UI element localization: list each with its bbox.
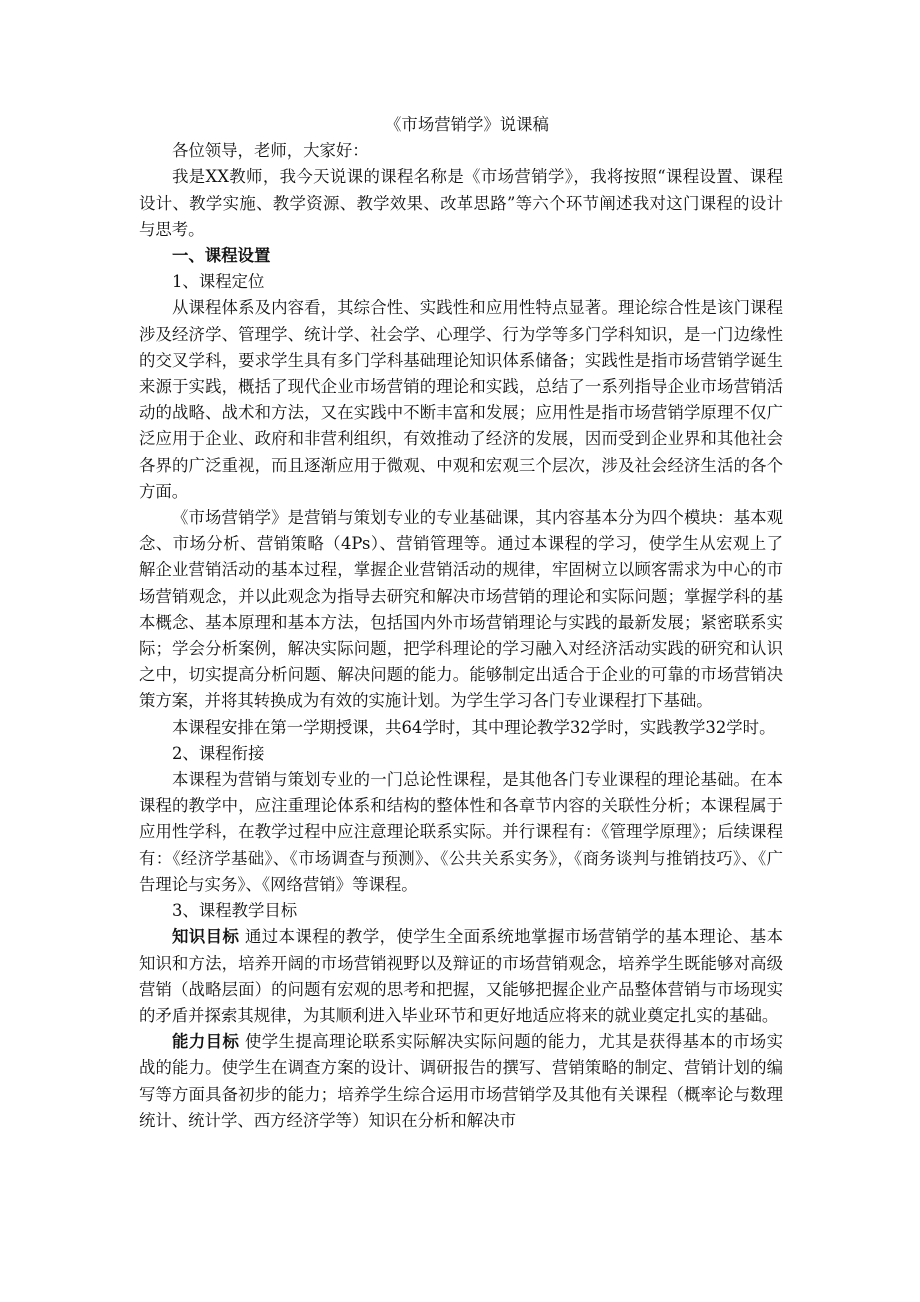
subheading-course-positioning: 1、课程定位 (172, 272, 265, 292)
ability-goal-label: 能力目标 (172, 1032, 240, 1052)
subheading-course-connection: 2、课程衔接 (172, 743, 265, 763)
knowledge-goal-text: 通过本课程的教学，使学生全面系统地掌握市场营销学的基本理论、基本知识和方法，培养开阔的市场营销视野以及辩证的市场营销观念，培养学生既能够对高级营销（战略层面）的问题有宏观的思考和把握，又能够把握企业产品整体营销与市场现实的矛盾并探索其规律，为其顺利进入毕业环节和更好地适应将来的就业奠定扎实的基础。 (139, 927, 783, 1025)
paragraph-connection: 本课程为营销与策划专业的一门总论性课程，是其他各门专业课程的理论基础。在本课程的教学中，应注重理论体系和结构的整体性和各章节内容的关联性分析；本课程属于应用性学科，在教学过程中应注意理论联系实际。并行课程有：《管理学原理》；后续课程有：《经济学基础》、《市场调查与预测》、《公共关系实务》，《商务谈判与推销技巧》、《广告理论与实务》、《网络营销》等课程。 (139, 770, 783, 894)
section-heading-course-setup: 一、课程设置 (172, 246, 271, 266)
paragraph-positioning-2: 《市场营销学》是营销与策划专业的专业基础课，其内容基本分为四个模块：基本观念、市场分析、营销策略（4Ps）、营销管理等。通过本课程的学习，使学生从宏观上了解企业营销活动的基本过程，掌握企业营销活动的规律，牢固树立以顾客需求为中心的市场营销观念，并以此观念为指导去研究和解决市场营销的理论和实际问题；掌握学科的基本概念、基本原理和基本方法，包括国内外市场营销理论与实践的最新发展；紧密联系实际；学会分析案例，解决实际问题，把学科理论的学习融入对经济活动实践的研究和认识之中，切实提高分析问题、解决问题的能力。能够制定出适合于企业的可靠的市场营销决策方案，并将其转换成为有效的实施计划。为学生学习各门专业课程打下基础。 (139, 508, 783, 711)
paragraph-positioning-1: 从课程体系及内容看，其综合性、实践性和应用性特点显著。理论综合性是该门课程涉及经济学、管理学、统计学、社会学、心理学、行为学等多门学科知识，是一门边缘性的交叉学科，要求学生具有多门学科基础理论知识体系储备；实践性是指市场营销学诞生来源于实践，概括了现代企业市场营销的理论和实践，总结了一系列指导企业市场营销活动的战略、战术和方法，又在实践中不断丰富和发展；应用性是指市场营销学原理不仅广泛应用于企业、政府和非营利组织，有效推动了经济的发展，因而受到企业界和其他社会各界的广泛重视，而且逐渐应用于微观、中观和宏观三个层次，涉及社会经济生活的各个方面。 (139, 298, 783, 501)
document-title: 《市场营销学》说课稿 (385, 115, 549, 134)
greeting: 各位领导，老师，大家好： (172, 141, 369, 161)
paragraph-knowledge-goal (139, 924, 783, 1029)
intro-paragraph: 我是XX教师，我今天说课的课程名称是《市场营销学》，我将按照“课程设置、课程设计、教学实施、教学资源、教学效果、改革思路”等六个环节阐述我对这门课程的设计与思考。 (139, 167, 783, 239)
ability-goal-text: 使学生提高理论联系实际解决实际问题的能力，尤其是获得基本的市场实战的能力。使学生在调查方案的设计、调研报告的撰写、营销策略的制定、营销计划的编写等方面具备初步的能力；培养学生综合运用市场营销学及其他有关课程（概率论与数理统计、统计学、西方经济学等）知识在分析和解决市 (139, 1032, 783, 1130)
paragraph-positioning-3: 本课程安排在第一学期授课，共64学时，其中理论教学32学时，实践教学32学时。 (172, 717, 776, 737)
knowledge-goal-label: 知识目标 (172, 927, 240, 947)
document-body (139, 112, 783, 1134)
paragraph-ability-goal (139, 1029, 783, 1134)
subheading-teaching-goals: 3、课程教学目标 (172, 901, 298, 921)
